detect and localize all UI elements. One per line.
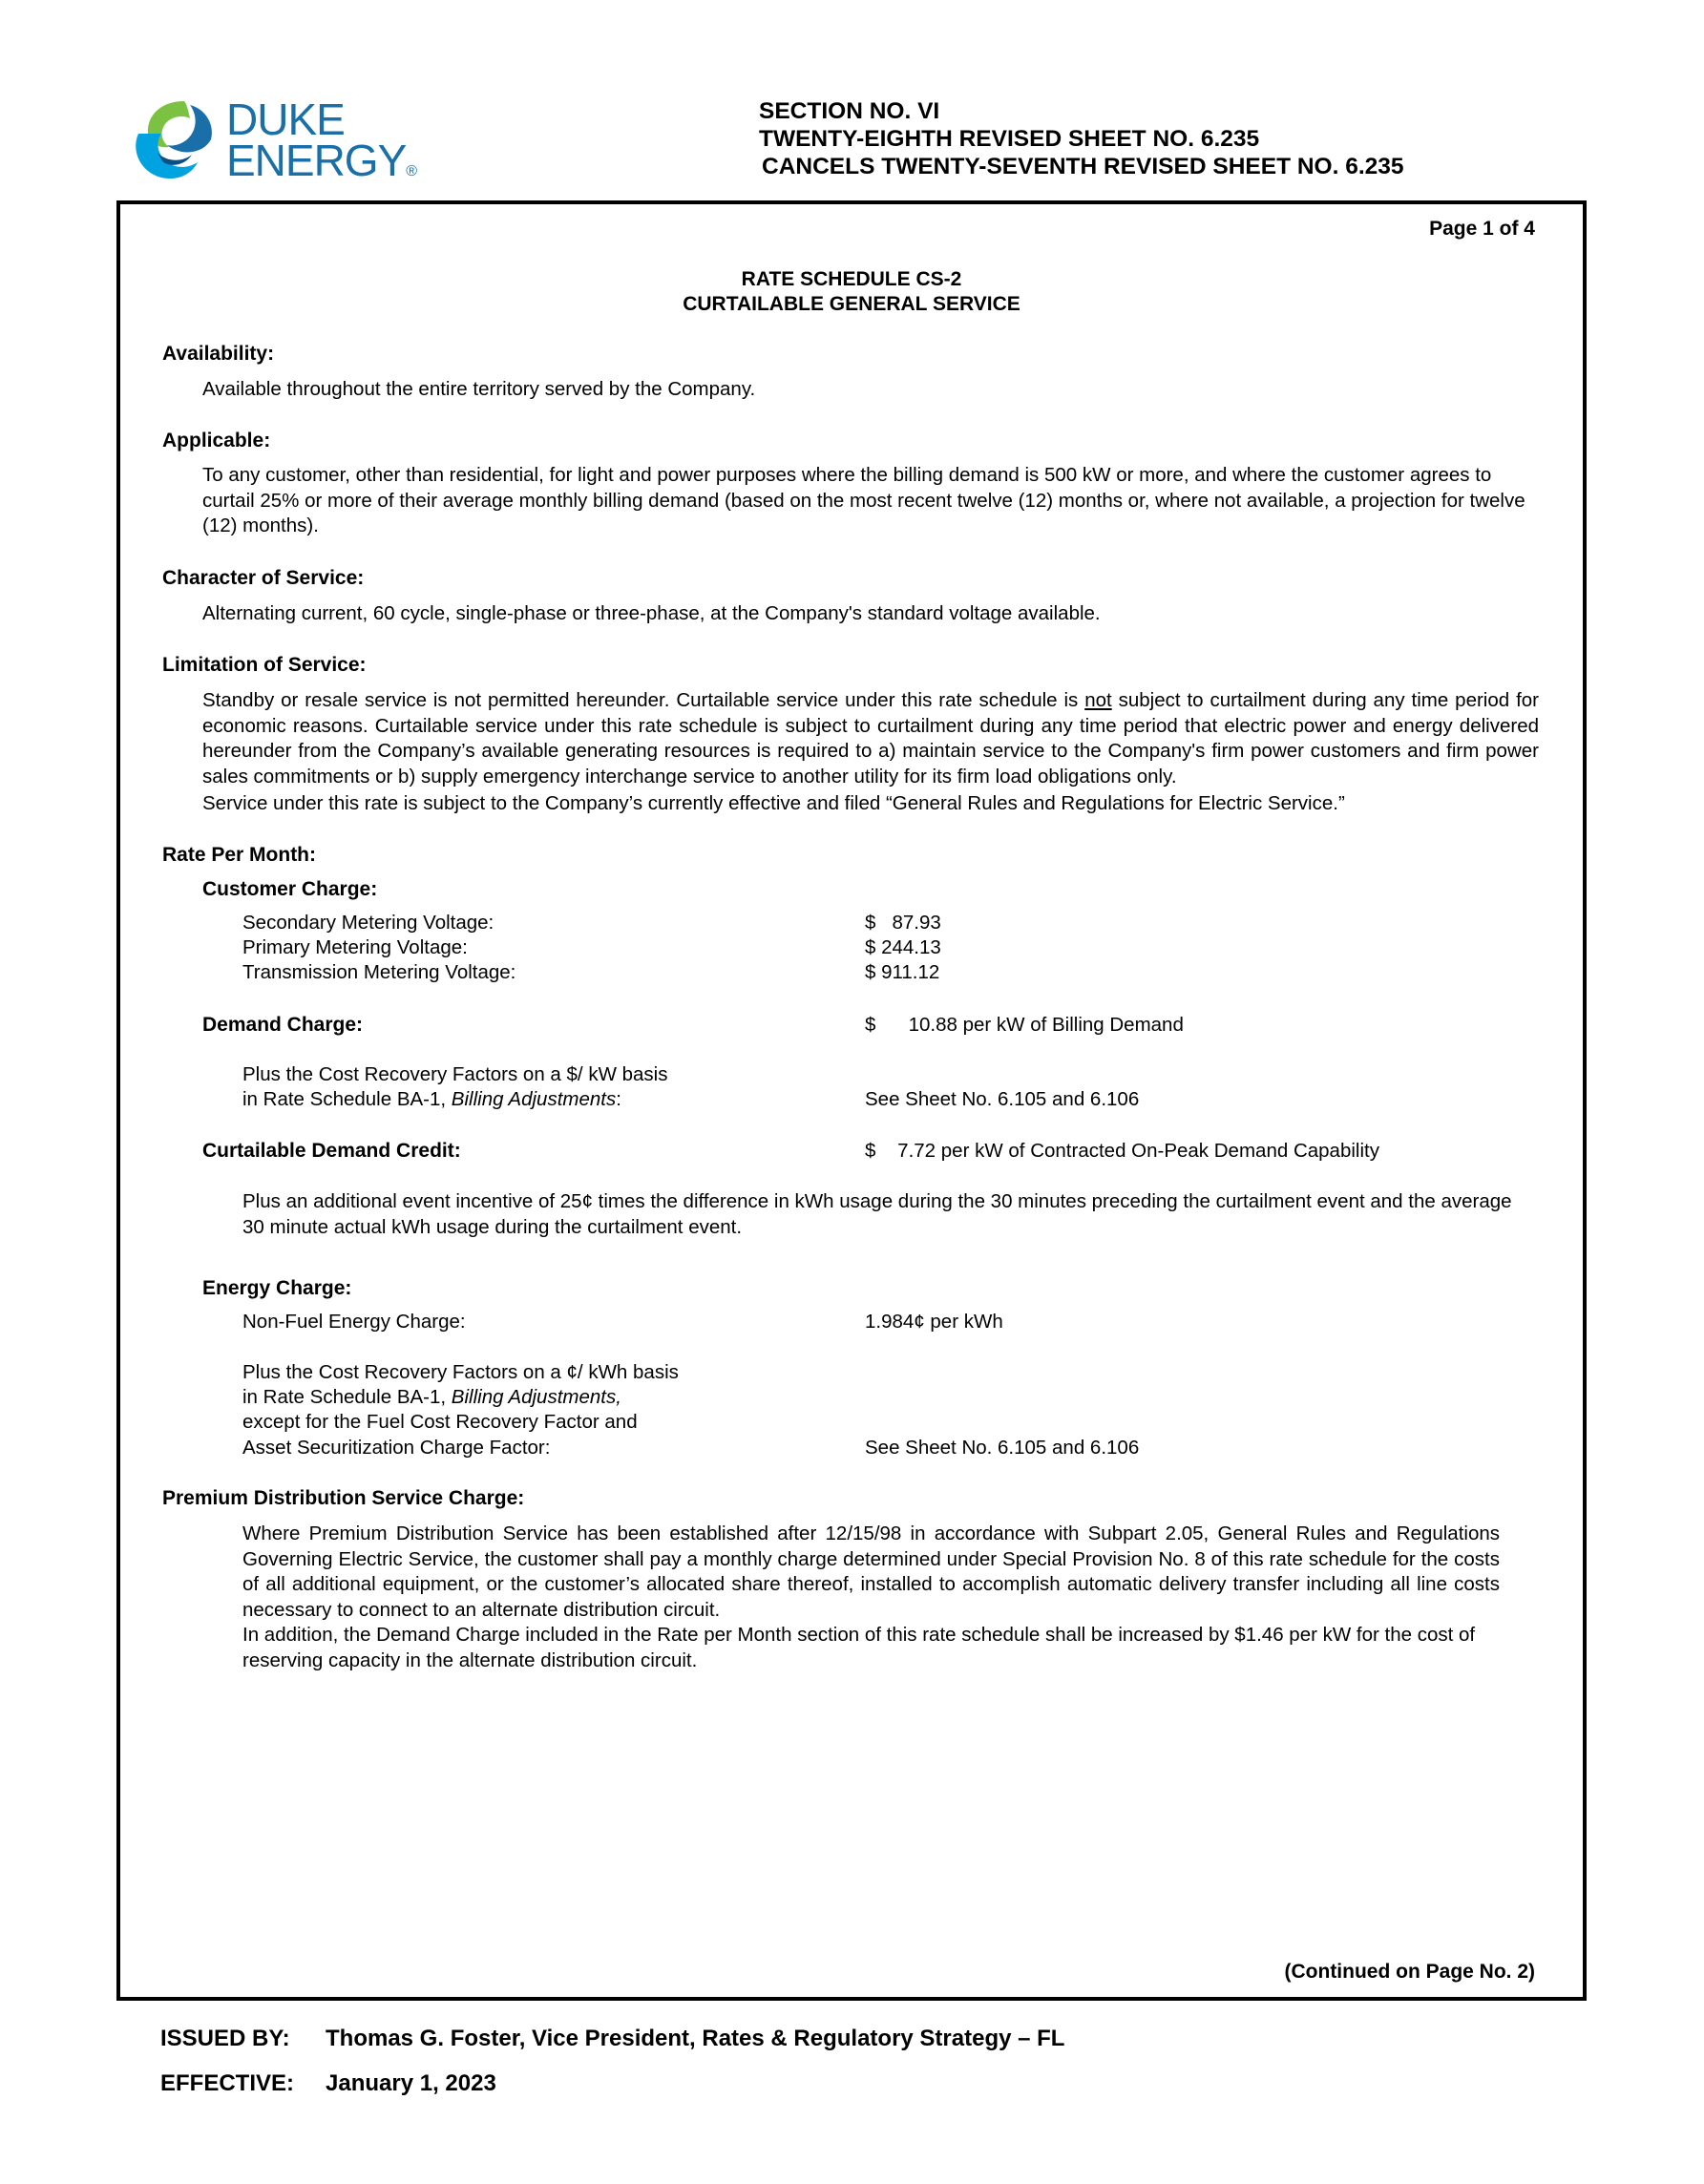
- demand-plus-colon: :: [616, 1088, 621, 1110]
- issued-by: [160, 2026, 1065, 2052]
- customer-charge-label: Transmission Metering Voltage:: [242, 961, 516, 983]
- premium-heading: Premium Distribution Service Charge:: [162, 1487, 525, 1509]
- title-line-2: CURTAILABLE GENERAL SERVICE: [683, 293, 1020, 315]
- demand-plus-line-1: Plus the Cost Recovery Factors on a $/ kW basis: [242, 1063, 668, 1085]
- demand-plus-italic: Billing Adjustments: [451, 1088, 617, 1110]
- curtailable-credit-text: Plus an additional event incentive of 25¢ times the difference in kWh usage during the 30 minutes preceding the curtailment event and the average 30 minute actual kWh usage during the curtailment event.: [242, 1190, 1512, 1238]
- premium-text-2: In addition, the Demand Charge included in the Rate per Month section of this rate schedule shall be increased by $1.46 per kW for the cost of reserving capacity in the alternate distribution circuit.: [242, 1624, 1476, 1671]
- limitation-text-underlined: not: [1084, 689, 1112, 711]
- character-text: Alternating current, 60 cycle, single-phase or three-phase, at the Company's standard voltage available.: [202, 602, 1101, 624]
- curtailable-credit-heading: Curtailable Demand Credit:: [202, 1140, 461, 1162]
- limitation-rules-text: Service under this rate is subject to the Company’s currently effective and filed “General Rules and Regulations for Electric Service.”: [202, 792, 1345, 814]
- energy-plus-value: See Sheet No. 6.105 and 6.106: [865, 1437, 1140, 1459]
- issued-label: ISSUED BY:: [160, 2026, 290, 2051]
- sheet-number: TWENTY-EIGHTH REVISED SHEET NO. 6.235: [759, 126, 1260, 152]
- customer-charge-label: Primary Metering Voltage:: [242, 936, 468, 958]
- demand-charge-heading: Demand Charge:: [202, 1014, 364, 1036]
- title-line-1: RATE SCHEDULE CS-2: [741, 268, 962, 290]
- non-fuel-energy-value: 1.984¢ per kWh: [865, 1311, 1003, 1333]
- sheet-header: [759, 97, 1404, 180]
- energy-plus-text: in Rate Schedule BA-1,: [242, 1386, 452, 1408]
- demand-plus-text: in Rate Schedule BA-1,: [242, 1088, 452, 1110]
- customer-charge-value: $ 911.12: [865, 961, 940, 983]
- content-frame: [116, 200, 1587, 2001]
- page-label: Page 1 of 4: [1429, 218, 1535, 240]
- availability-text: Available throughout the entire territory served by the Company.: [202, 378, 756, 400]
- logo-line-energy: ENERGY: [226, 136, 407, 185]
- energy-plus-line-2: [242, 1386, 621, 1409]
- energy-plus-line-1: Plus the Cost Recovery Factors on a ¢/ kWh basis: [242, 1361, 679, 1383]
- demand-plus-value: See Sheet No. 6.105 and 6.106: [865, 1088, 1140, 1110]
- limitation-heading: Limitation of Service:: [162, 654, 367, 676]
- continued-note: (Continued on Page No. 2): [1284, 1961, 1535, 1983]
- document-title: [120, 267, 1583, 317]
- customer-charge-heading: Customer Charge:: [202, 878, 378, 900]
- effective-date: [160, 2070, 496, 2097]
- curtailable-credit-value: $ 7.72 per kW of Contracted On-Peak Demand Capability: [865, 1140, 1379, 1162]
- cancels-sheet: CANCELS TWENTY-SEVENTH REVISED SHEET NO. 6.235: [762, 154, 1404, 179]
- applicable-heading: Applicable:: [162, 430, 271, 452]
- character-heading: Character of Service:: [162, 567, 365, 589]
- non-fuel-energy-label: Non-Fuel Energy Charge:: [242, 1311, 466, 1333]
- effective-label: EFFECTIVE:: [160, 2070, 295, 2096]
- energy-plus-line-4: Asset Securitization Charge Factor:: [242, 1437, 551, 1459]
- premium-text-1: Where Premium Distribution Service has been established after 12/15/98 in accordance with Subpart 2.05, General Rules and Regulations Governing Electric Service, the customer shall pay a monthly charge determined under Special Provision No. 8 of this rate schedule for the costs of all additional equipment, or the customer’s allocated share thereof, installed to accomplish automatic delivery transfer including all line costs necessary to connect to an alternate distribution circuit.: [242, 1522, 1500, 1621]
- logo-registered: ®: [406, 163, 417, 179]
- issued-value: Thomas G. Foster, Vice President, Rates & Regulatory Strategy – FL: [326, 2026, 1065, 2051]
- company-logo: [129, 94, 415, 189]
- demand-plus-line-2: [242, 1088, 621, 1111]
- limitation-text-a: Standby or resale service is not permitted hereunder. Curtailable service under this rate schedule is: [202, 689, 1085, 711]
- limitation-text: [202, 688, 1539, 789]
- effective-value: January 1, 2023: [326, 2070, 496, 2096]
- applicable-text: To any customer, other than residential, for light and power purposes where the billing demand is 500 kW or more, and where the customer agrees to curtail 25% or more of their average monthly billing demand (based on the most recent twelve (12) months or, where not available, a projection for twelve (12) months).: [202, 464, 1525, 536]
- logo-line-duke: DUKE: [226, 94, 345, 144]
- rate-heading: Rate Per Month:: [162, 844, 317, 866]
- demand-charge-value: $ 10.88 per kW of Billing Demand: [865, 1014, 1184, 1036]
- energy-plus-line-3: except for the Fuel Cost Recovery Factor and: [242, 1411, 638, 1433]
- customer-charge-value: $ 244.13: [865, 936, 941, 958]
- limitation-text-b: subject to curtailment during any time period for economic reasons. Curtailable service under this rate schedule is subject to curtailment during any time period that electric power and energy delivered hereunder from the Company’s available generating resources is required to a) maintain service to the Company's firm power customers and firm power sales commitments or b) supply emergency interchange service to another utility for its firm load obligations only.: [202, 689, 1539, 788]
- duke-energy-swirl-icon: [129, 95, 221, 187]
- energy-charge-heading: Energy Charge:: [202, 1277, 352, 1299]
- energy-plus-italic: Billing Adjustments,: [451, 1386, 621, 1408]
- customer-charge-value: $ 87.93: [865, 912, 941, 934]
- customer-charge-label: Secondary Metering Voltage:: [242, 912, 494, 934]
- section-number: SECTION NO. VI: [759, 98, 940, 124]
- availability-heading: Availability:: [162, 343, 275, 365]
